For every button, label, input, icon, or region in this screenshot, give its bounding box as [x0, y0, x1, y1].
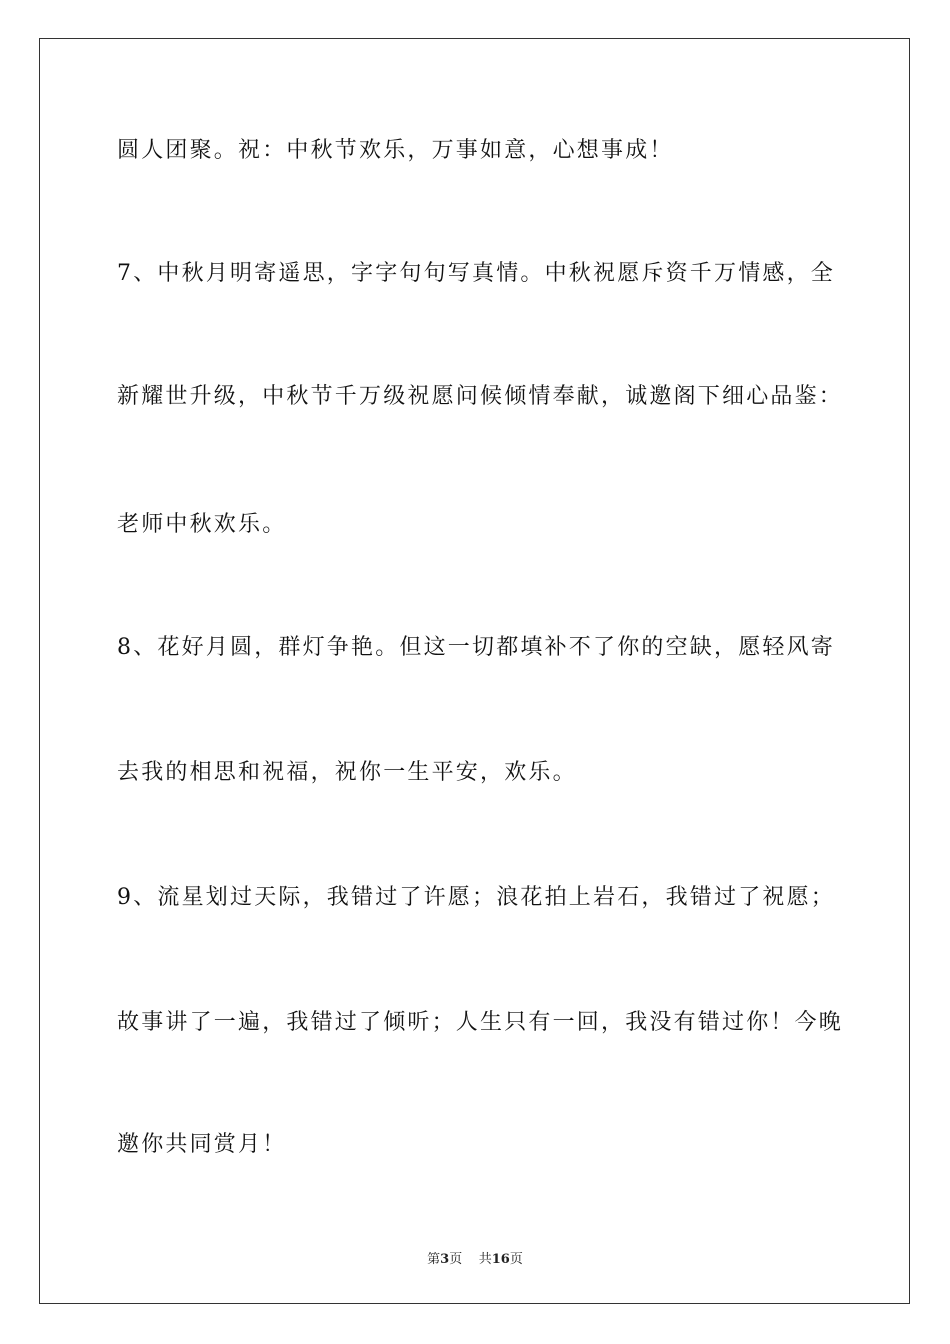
text-line-9: 邀你共同赏月！	[117, 1132, 287, 1157]
footer-page-prefix: 第	[427, 1252, 441, 1267]
text-line-3: 新耀世升级，中秋节千万级祝愿问候倾情奉献，诚邀阁下细心品鉴：	[117, 384, 844, 409]
text-line-2: 7、中秋月明寄遥思，字字句句写真情。中秋祝愿斥资千万情感，全	[117, 261, 835, 286]
text-line-4: 老师中秋欢乐。	[117, 512, 287, 537]
footer-total-prefix: 共	[478, 1252, 492, 1267]
page-frame	[39, 38, 910, 1304]
footer-page-suffix: 页	[449, 1252, 463, 1267]
footer-total-pages: 16	[491, 1252, 510, 1267]
footer-total-suffix: 页	[509, 1252, 523, 1267]
text-line-1: 圆人团聚。祝：中秋节欢乐，万事如意，心想事成！	[117, 138, 674, 163]
page-footer	[0, 1248, 950, 1267]
text-line-7: 9、流星划过天际，我错过了许愿；浪花拍上岩石，我错过了祝愿；	[117, 885, 835, 910]
footer-page-number: 3	[440, 1252, 450, 1267]
text-line-6: 去我的相思和祝福，祝你一生平安，欢乐。	[117, 760, 577, 785]
text-line-5: 8、花好月圆，群灯争艳。但这一切都填补不了你的空缺，愿轻风寄	[117, 635, 835, 660]
text-line-8: 故事讲了一遍，我错过了倾听；人生只有一回，我没有错过你！今晚	[117, 1010, 844, 1035]
